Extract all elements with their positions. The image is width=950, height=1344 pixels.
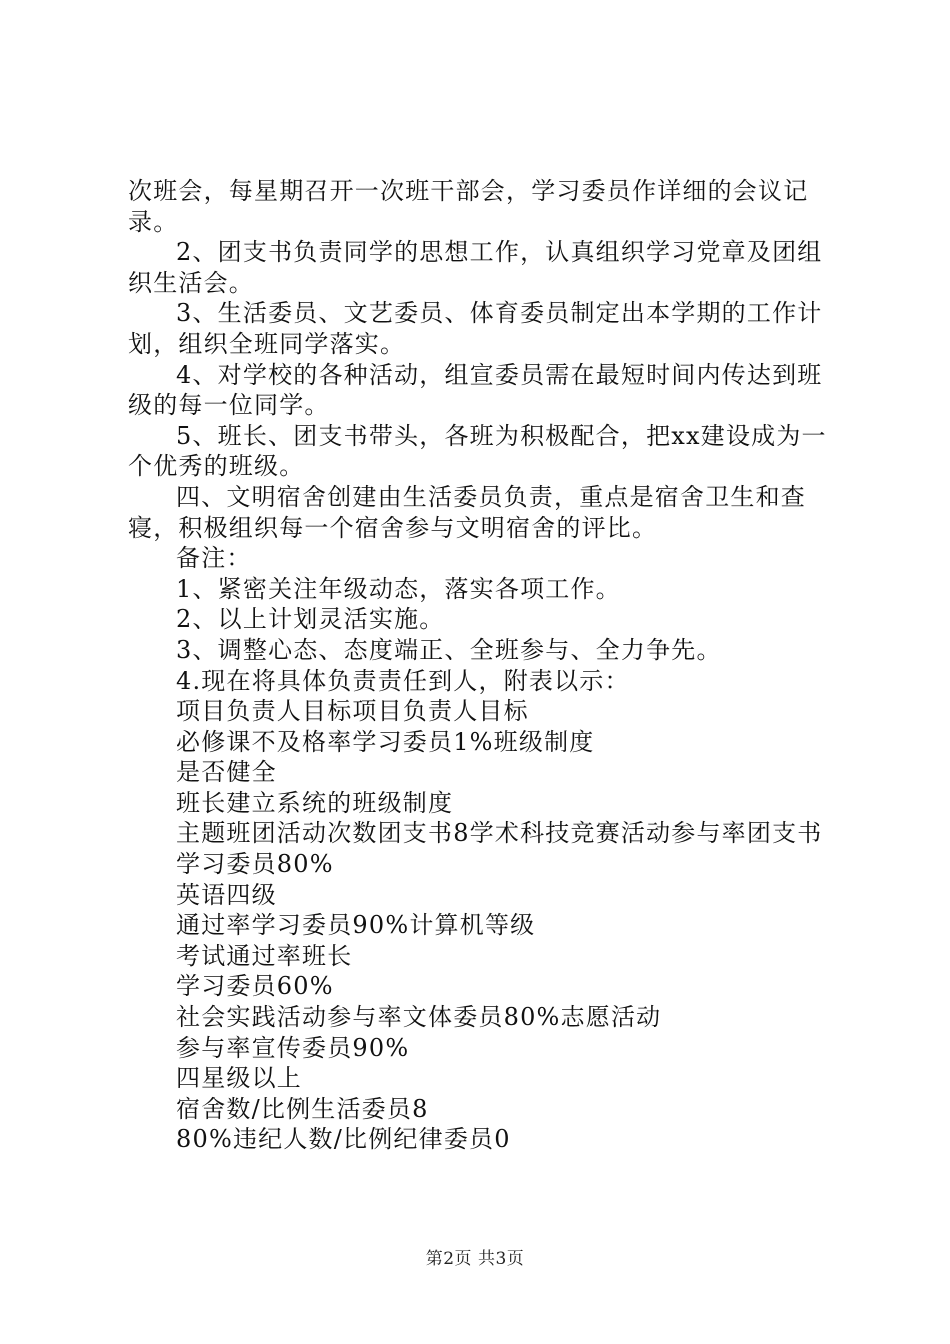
table-line: 通过率学习委员90%计算机等级 [176, 911, 536, 940]
table-line: 必修课不及格率学习委员1%班级制度 [176, 727, 595, 756]
paragraph-item-5: 5、班长、团支书带头，各班为积极配合，把xx建设成为一个优秀的班级。 [128, 421, 827, 481]
note-2: 2、以上计划灵活实施。 [176, 605, 445, 634]
note-3: 3、调整心态、态度端正、全班参与、全力争先。 [176, 635, 722, 664]
paragraph-item-4: 4、对学校的各种活动，组宣委员需在最短时间内传达到班级的每一位同学。 [128, 360, 823, 420]
table-line: 是否健全 [176, 758, 277, 787]
table-line: 学习委员60% [176, 972, 334, 1001]
paragraph-item-3: 3、生活委员、文艺委员、体育委员制定出本学期的工作计划，组织全班同学落实。 [128, 299, 823, 358]
table-line: 四星级以上 [176, 1064, 302, 1093]
table-line: 主题班团活动次数团支书8学术科技竞赛活动参与率团支书 [176, 819, 823, 848]
note-1: 1、紧密关注年级动态，落实各项工作。 [176, 574, 621, 603]
table-line: 班长建立系统的班级制度 [176, 788, 454, 817]
table-line: 英语四级 [176, 880, 277, 909]
table-line-header: 项目负责人目标项目负责人目标 [176, 697, 529, 726]
document-body [128, 176, 832, 1155]
notes-heading: 备注： [176, 544, 252, 573]
paragraph-section-4: 四、文明宿舍创建由生活委员负责，重点是宿舍卫生和查寝，积极组织每一个宿舍参与文明宿舍的评比。 [128, 482, 806, 542]
note-4: 4.现在将具体负责责任到人，附表以示： [176, 666, 630, 695]
table-line: 参与率宣传委员90% [176, 1033, 410, 1062]
table-line: 宿舍数/比例生活委员8 [176, 1094, 429, 1123]
table-line: 社会实践活动参与率文体委员80%志愿活动 [176, 1003, 662, 1032]
table-line: 学习委员80% [176, 850, 334, 879]
table-line: 80%违纪人数/比例纪律委员0 [176, 1125, 511, 1154]
paragraph-item-2: 2、团支书负责同学的思想工作，认真组织学习党章及团组织生活会。 [128, 238, 823, 297]
paragraph-continuation: 次班会，每星期召开一次班干部会，学习委员作详细的会议记录。 [128, 177, 809, 236]
page-number-footer: 第2页 共3页 [425, 1249, 525, 1269]
table-line: 考试通过率班长 [176, 941, 353, 970]
